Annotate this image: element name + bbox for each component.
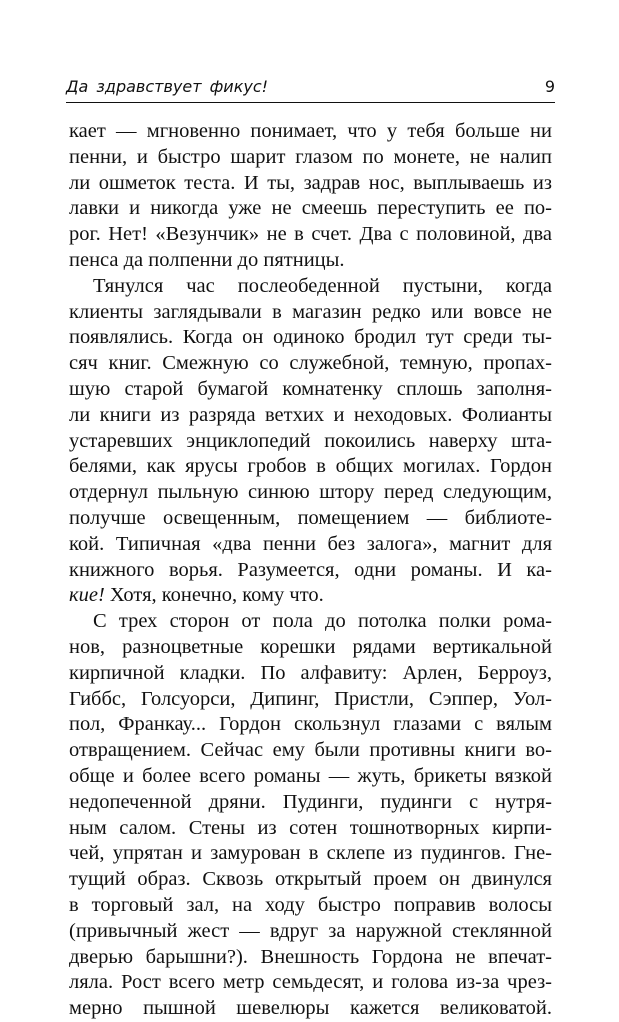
text-line: клиенты заглядывали в магазин редко или вовсе не xyxy=(69,300,552,323)
text-line: рог. Нет! «Везунчик» не в счет. Два с половиной, два xyxy=(69,223,552,246)
text-line: книжного ворья. Разумеется, одни романы. И ка- xyxy=(69,558,552,581)
text-line: кает — мгновенно понимает, что у тебя больше ни xyxy=(69,120,552,142)
text-line: (привычный жест — вдруг за наружной стеклянной xyxy=(69,919,552,942)
text-line: отвращением. Сейчас ему были противны книги во- xyxy=(69,739,552,762)
paragraph xyxy=(69,119,552,274)
text-line: нов, разноцветные корешки рядами вертикальной xyxy=(69,635,552,658)
text-line: устаревших энциклопедий покоились наверху шта- xyxy=(69,429,552,452)
text-line: пенни, и быстро шарит глазом по монете, не налип xyxy=(69,145,552,168)
running-header xyxy=(66,76,555,103)
text-line: С трех сторон от пола до потолка полки рома- xyxy=(93,610,552,633)
body-text xyxy=(69,119,552,1022)
text-line: лавки и никогда уже не смеешь переступить ее по- xyxy=(69,197,552,220)
paragraph xyxy=(69,609,552,1022)
text-line: появлялись. Когда он одиноко бродил тут среди ты- xyxy=(69,326,552,349)
text-line: ным салом. Стены из сотен тошнотворных кирпи- xyxy=(69,816,552,839)
text-line: получше освещенным, помещением — библиоте- xyxy=(69,506,552,529)
text-line: Тянулся час послеобеденной пустыни, когда xyxy=(93,274,552,297)
text-line: ли ошметок теста. И ты, задрав нос, выплываешь из xyxy=(69,171,552,194)
text-line: недопеченной дряни. Пудинги, пудинги с нутря- xyxy=(69,790,552,813)
text-line: пенса да полпенни до пятницы. xyxy=(69,248,345,271)
text-line: шую старой бумагой комнатенку сплошь заполня- xyxy=(69,377,552,400)
text-line: сяч книг. Смежную со служебной, темную, пропах- xyxy=(69,352,552,375)
text-line: Гиббс, Голсуорси, Дипинг, Пристли, Сэппер, Уол- xyxy=(69,687,552,710)
text-line: кирпичной кладки. По алфавиту: Арлен, Берроуз, xyxy=(69,661,552,684)
running-title: Да здравствует фикус! xyxy=(66,77,269,96)
text-line: белями, как ярусы гробов в общих могилах. Гордон xyxy=(69,455,552,478)
text-line: обще и более всего романы — жуть, брикеты вязкой xyxy=(69,764,552,787)
page-number: 9 xyxy=(544,77,555,96)
text-line: в торговый зал, на ходу быстро поправив волосы xyxy=(69,893,552,916)
text-line: ли книги из разряда ветхих и неходовых. Фолианты xyxy=(69,403,552,426)
text-line-rest: Хотя, конечно, кому что. xyxy=(109,584,324,607)
text-line: отдернул пыльную синюю штору перед следующим, xyxy=(69,481,552,504)
text-line: пол, Франкау... Гордон скользнул глазами с вялым xyxy=(69,713,552,736)
text-line: мерно пышной шевелюры кажется великоватой. xyxy=(69,997,552,1020)
text-line: чей, упрятан и замурован в склепе из пудингов. Гне- xyxy=(69,842,552,865)
text-line xyxy=(69,583,552,609)
text-line: ляла. Рост всего метр семьдесят, и голова из-за чрез- xyxy=(69,971,552,994)
italic-word: кие! xyxy=(69,584,105,607)
text-line: дверью барышни?). Внешность Гордона не впечат- xyxy=(69,945,552,968)
paragraph xyxy=(69,274,552,609)
text-line: тущий образ. Сквозь открытый проем он двинулся xyxy=(69,868,552,891)
text-line: кой. Типичная «два пенни без залога», магнит для xyxy=(69,532,552,555)
